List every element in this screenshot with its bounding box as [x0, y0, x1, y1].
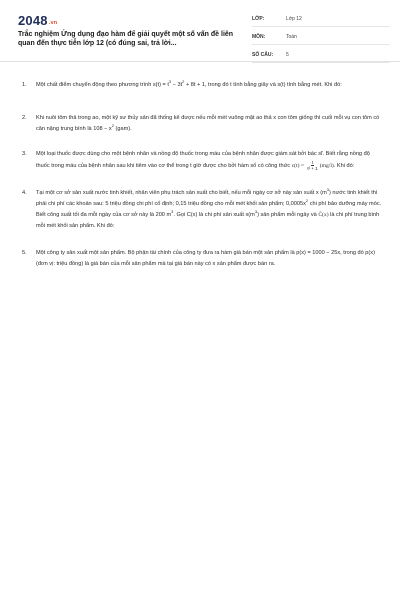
superscript: 2	[182, 79, 185, 84]
site-logo[interactable]	[18, 13, 57, 28]
logo-text: 2048	[18, 13, 48, 28]
question-text-part: . Gọi C(x) là chi phí sản xuất x(m	[173, 211, 255, 218]
question-3	[22, 149, 382, 172]
question-text-part: Một chất điểm chuyển động theo phương trình s(t) = t	[36, 82, 169, 88]
fraction-numerator: t	[311, 160, 314, 165]
question-5	[22, 248, 382, 270]
meta-class-label: LỚP:	[252, 16, 265, 22]
superscript: 2	[305, 197, 309, 203]
worksheet-meta	[252, 12, 390, 66]
meta-count-label: SỐ CÂU:	[252, 52, 274, 58]
question-text	[36, 79, 342, 88]
question-number: 3.	[22, 151, 27, 157]
formula-fraction	[306, 160, 318, 171]
question-text	[36, 151, 370, 169]
question-text	[36, 186, 382, 229]
fraction-denominator: t² + 1	[307, 166, 318, 171]
question-text-part: ) sản phẩm mỗi ngày và	[257, 211, 319, 218]
logo-tld: .vn	[48, 20, 58, 26]
question-text-part: là chi phí trung bình mỗi mét khối sản phẩm. Khi đó:	[36, 211, 380, 229]
formula-lhs: c(t) =	[291, 162, 306, 169]
question-number: 5.	[22, 249, 27, 256]
question-text-part: chi phí bảo dưỡng máy móc. Biết công suất tối đa mỗi ngày của cơ sở này là 200 m	[36, 200, 382, 218]
average-cost-symbol: C̄(x)	[318, 211, 329, 218]
superscript: 3	[168, 79, 172, 84]
question-text-part: + 8t + 1, trong đó t tính bằng giây và s(t) tính bằng mét. Khi đó:	[184, 82, 342, 88]
meta-subject-row	[252, 30, 390, 45]
question-text-part: . Khi đó:	[333, 162, 355, 169]
meta-class-row	[252, 12, 390, 27]
worksheet-header	[0, 0, 400, 62]
meta-count-value: 5	[286, 52, 289, 58]
question-text-part: (gam).	[113, 126, 132, 132]
worksheet-title: Trắc nghiệm Ứng dụng đạo hàm để giải quyết một số vấn đề liên quan đến thực tiễn lớp 12 (có đúng sai, trả lời...	[18, 31, 234, 47]
meta-count-row	[252, 48, 390, 63]
superscript: 3	[171, 208, 174, 214]
question-number: 4.	[22, 189, 27, 196]
question-text: Một công ty sản xuất một sản phẩm. Bộ phận tài chính của công ty đưa ra hàm giá bán một sản phẩm là p(x) = 1000 − 25x, trong đó p(x) (đơn vị: triệu đồng) là giá bán của mỗi sản phẩm mà tại giá bán này có x sản phẩm được bán ra.	[36, 249, 375, 267]
question-4	[22, 188, 382, 232]
meta-class-value: Lớp 12	[286, 16, 302, 22]
question-text	[36, 115, 379, 132]
formula-unit: (mg/l)	[319, 162, 334, 169]
question-number: 2.	[22, 115, 27, 121]
question-text-part: ) nước tinh khiết thì phải chi phí các khoản sau: 5 triệu đồng chi phí cố định; 0,15 triệu đồng cho mỗi mét khối sản phẩm; 0,0005x	[36, 189, 378, 207]
question-number: 1.	[22, 82, 27, 88]
question-1	[22, 80, 382, 91]
superscript: 3	[326, 186, 329, 192]
question-2	[22, 113, 382, 135]
question-list	[22, 80, 382, 270]
question-text-part: Một loại thuốc được dùng cho một bệnh nhân và nồng độ thuốc trong máu của bệnh nhân được giám sát bởi bác sĩ. Biết rằng nồng độ thuốc trong máu của bệnh nhân sau khi tiêm vào cơ thể trong t giờ được cho bởi hàm số có công thức	[36, 151, 370, 169]
superscript: 2	[111, 123, 114, 128]
meta-subject-value: Toán	[286, 34, 297, 40]
question-text-part: Khi nuôi tôm thả trong ao, một kỹ sư thủy sản đã thống kê được nếu mỗi mét vuông mặt ao thả x con tôm giống thì cuối mỗi vụ con tôm có cân nặng trung bình là 108 − x	[36, 115, 380, 132]
question-text-part: − 3t	[171, 82, 183, 88]
superscript: 3	[254, 208, 258, 214]
meta-subject-label: MÔN:	[252, 34, 266, 40]
question-text-part: Tại một cơ sở sản xuất nước tinh khiết, nhân viên phụ trách sản xuất cho biết, nếu mỗi ngày cơ sở này sản xuất x (m	[36, 189, 327, 196]
